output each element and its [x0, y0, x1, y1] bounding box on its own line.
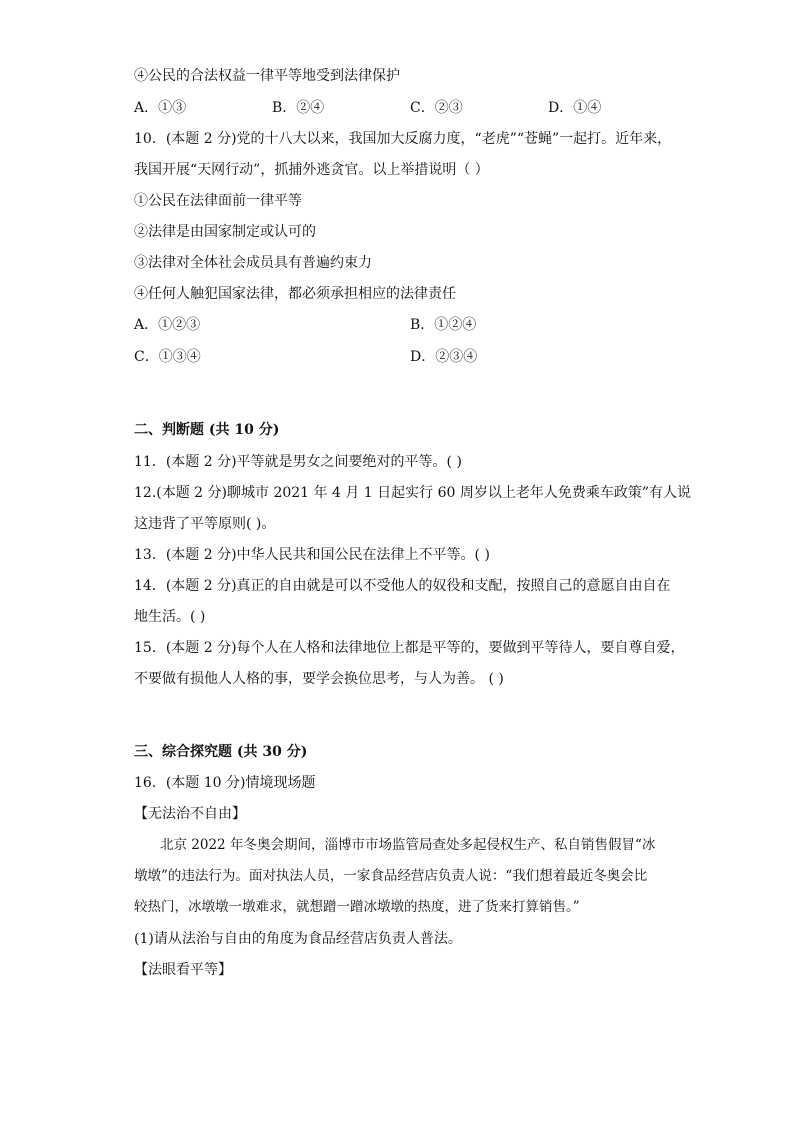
q16-question-1: (1)请从法治与自由的角度为食品经营店负责人普法。	[134, 931, 462, 947]
q10-option-a: A．①②③	[134, 317, 201, 333]
q10-option-d: D．②③④	[410, 349, 478, 365]
q14-line-2: 地生活。( )	[134, 609, 206, 625]
q10-item-1: ①公民在法律面前一律平等	[134, 193, 302, 209]
subsection-title-freedom: 【无法治不自由】	[134, 806, 246, 822]
q10-stem-line-2: 我国开展“天网行动”，抓捕外逃贪官。以上举措说明（ ）	[134, 162, 489, 178]
section-3-title: 三、综合探究题 (共 30 分)	[134, 744, 308, 760]
q10-item-3: ③法律对全体社会成员具有普遍约束力	[134, 255, 372, 271]
q9-option-c: C．②③	[410, 100, 463, 116]
q12-line-2: 这违背了平等原则( )。	[134, 516, 276, 532]
q9-option-a: A．①③	[134, 100, 187, 116]
material-line-2: 墩墩”的违法行为。面对执法人员，一家食品经营店负责人说：“我们想着最近冬奥会比	[134, 868, 648, 884]
section-2-title: 二、判断题 (共 10 分)	[134, 422, 280, 438]
q12-line-1: 12.(本题 2 分)聊城市 2021 年 4 月 1 日起实行 60 周岁以上老年人免费乘车政策”有人说	[134, 485, 692, 501]
material-line-3: 较热门，冰墩墩一墩难求，就想蹭一蹭冰墩墩的热度，进了货来打算销售。”	[134, 899, 580, 915]
q15-line-2: 不要做有损他人人格的事，要学会换位思考，与人为善。 ( )	[134, 671, 504, 687]
q10-stem-line-1: 10．(本题 2 分)党的十八大以来，我国加大反腐力度，“老虎”“苍蝇”一起打。近年来，	[134, 131, 672, 147]
q10-item-4: ④任何人触犯国家法律，都必须承担相应的法律责任	[134, 286, 456, 302]
subsection-title-equality: 【法眼看平等】	[134, 962, 232, 978]
q16-stem: 16．(本题 10 分)情境现场题	[134, 775, 316, 791]
q11: 11．(本题 2 分)平等就是男女之间要绝对的平等。( )	[134, 454, 462, 470]
q9-option-b: B．②④	[272, 100, 325, 116]
material-line-1: 北京 2022 年冬奥会期间，淄博市市场监管局查处多起侵权生产、私自销售假冒“冰	[160, 837, 656, 853]
q14-line-1: 14．(本题 2 分)真正的自由就是可以不受他人的奴役和支配，按照自己的意愿自由自在	[134, 578, 671, 594]
q10-option-b: B．①②④	[410, 317, 477, 333]
q10-item-2: ②法律是由国家制定或认可的	[134, 224, 316, 240]
q9-option-d: D．①④	[548, 100, 602, 116]
q10-option-c: C．①③④	[134, 349, 201, 365]
q13: 13．(本题 2 分)中华人民共和国公民在法律上不平等。( )	[134, 547, 490, 563]
q15-line-1: 15．(本题 2 分)每个人在人格和法律地位上都是平等的，要做到平等待人，要自尊自爱，	[134, 640, 685, 656]
q9-item-4: ④公民的合法权益一律平等地受到法律保护	[134, 68, 400, 84]
